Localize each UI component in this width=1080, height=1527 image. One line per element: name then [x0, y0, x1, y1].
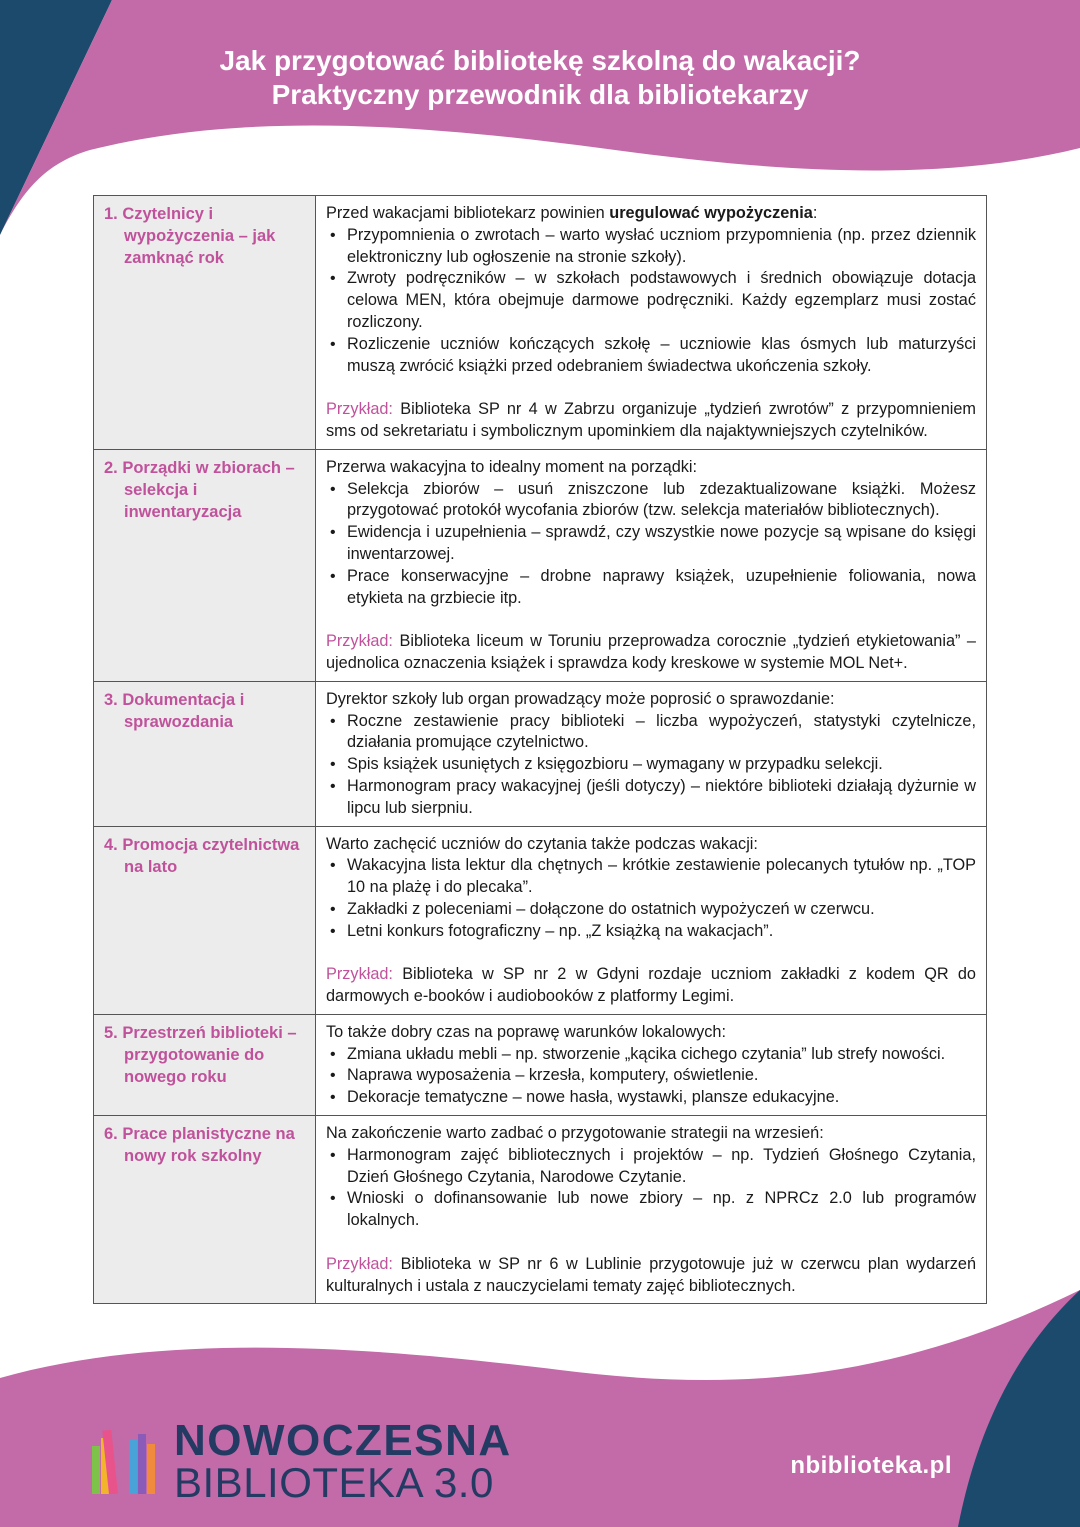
list-item: • Wakacyjna lista lektur dla chętnych – krótkie zestawienie polecanych tytułów np. „TOP 10 na plażę i do plecaka”.: [326, 855, 976, 899]
table-row: [94, 826, 987, 1014]
section-label: 2. Porządki w zbiorach – selekcja i inwentaryzacja: [104, 458, 295, 521]
list-item: • Przypomnienia o zwrotach – warto wysłać uczniom przypomnienia (np. przez dziennik elektroniczny lub ogłoszenie na stronie szkoły).: [326, 225, 976, 269]
section-intro: Przerwa wakacyjna to idealny moment na porządki:: [326, 457, 698, 476]
list-item: • Zakładki z poleceniami – dołączone do ostatnich wypożyczeń w czerwcu.: [326, 899, 976, 921]
section-label-cell: [94, 1116, 316, 1304]
brand-logo: [92, 1416, 512, 1506]
table-row: [94, 196, 987, 450]
intro-bold-text: uregulować wypożyczenia: [609, 204, 813, 222]
example-paragraph: [326, 631, 976, 675]
list-item: • Naprawa wyposażenia – krzesła, komputery, oświetlenie.: [326, 1065, 976, 1087]
list-item: • Prace konserwacyjne – drobne naprawy książek, uzupełnienie foliowania, nowa etykieta na grzbiecie itp.: [326, 566, 976, 610]
section-intro: [326, 203, 976, 225]
table-row: [94, 1014, 987, 1115]
example-paragraph: [326, 1254, 976, 1298]
list-item: • Zmiana układu mebli – np. stworzenie „kącika cichego czytania” lub strefy nowości.: [326, 1044, 976, 1066]
section-intro: To także dobry czas na poprawę warunków lokalowych:: [326, 1022, 726, 1041]
list-item: • Rozliczenie uczniów kończących szkołę – uczniowie klas ósmych lub maturzyści muszą zwrócić książki przed odebraniem świadectwa ukończenia szkoły.: [326, 334, 976, 378]
section-content-cell: [316, 681, 987, 826]
logo-line-1: NOWOCZESNA: [174, 1416, 512, 1465]
section-label-cell: [94, 449, 316, 681]
example-label: Przykład:: [326, 1254, 393, 1273]
section-label: 4. Promocja czytelnictwa na lato: [104, 835, 300, 876]
section-list: [326, 711, 976, 820]
title-line-2: Praktyczny przewodnik dla bibliotekarzy: [271, 79, 809, 110]
example-label: Przykład:: [326, 632, 393, 651]
title-line-1: Jak przygotować bibliotekę szkolną do wakacji?: [219, 45, 861, 76]
list-item: • Harmonogram zajęć bibliotecznych i projektów – np. Tydzień Głośnego Czytania, Dzień Głośnego Czytania, Narodowe Czytanie.: [326, 1145, 976, 1189]
list-item: • Wnioski o dofinansowanie lub nowe zbiory – np. z NPRCz 2.0 lub programów lokalnych.: [326, 1188, 976, 1232]
section-label: 1. Czytelnicy i wypożyczenia – jak zamknąć rok: [104, 205, 276, 267]
section-list: [326, 855, 976, 942]
intro-suffix: :: [812, 204, 818, 222]
example-label: Przykład:: [326, 965, 393, 984]
list-item: • Spis książek usuniętych z księgozbioru – wymagany w przypadku selekcji.: [326, 754, 976, 776]
website-url: nbiblioteka.pl: [790, 1452, 952, 1479]
section-list: [326, 1044, 976, 1109]
list-item: • Ewidencja i uzupełnienia – sprawdź, czy wszystkie nowe pozycje są wpisane do księgi inwentarzowej.: [326, 522, 976, 566]
section-intro: Na zakończenie warto zadbać o przygotowanie strategii na wrzesień:: [326, 1124, 824, 1143]
list-item: • Zwroty podręczników – w szkołach podstawowych i średnich obowiązuje dotacja celowa MEN, która obejmuje darmowe podręczniki. Każdy egzemplarz musi zostać rozliczony.: [326, 268, 976, 333]
example-paragraph: [326, 399, 976, 443]
section-content-cell: [316, 1116, 987, 1304]
intro-text: Przed wakacjami bibliotekarz powinien: [326, 204, 610, 222]
section-label: 6. Prace planistyczne na nowy rok szkolny: [104, 1125, 295, 1166]
section-intro: Dyrektor szkoły lub organ prowadzący może poprosić o sprawozdanie:: [326, 689, 835, 708]
section-label-cell: [94, 681, 316, 826]
example-text: Biblioteka SP nr 4 w Zabrzu organizuje „tydzień zwrotów” z przypomnieniem sms od sekretariatu i symbolicznym upominkiem dla najaktywniejszych czytelników.: [326, 400, 976, 440]
list-item: • Roczne zestawienie pracy biblioteki – liczba wypożyczeń, statystyki czytelnicze, działania promujące czytelnictwo.: [326, 711, 976, 755]
example-text: Biblioteka liceum w Toruniu przeprowadza corocznie „tydzień etykietowania” – ujednolica oznaczenia książek i sprawdza kody kreskowe w systemie MOL Net+.: [326, 632, 976, 672]
section-intro: Warto zachęcić uczniów do czytania także podczas wakacji:: [326, 834, 758, 853]
example-paragraph: [326, 964, 976, 1008]
section-list: [326, 225, 976, 378]
section-label: 5. Przestrzeń biblioteki – przygotowanie do nowego roku: [104, 1023, 297, 1086]
section-label-cell: [94, 1014, 316, 1115]
section-content-cell: [316, 826, 987, 1014]
logo-line-2: BIBLIOTEKA 3.0: [174, 1459, 494, 1506]
example-text: Biblioteka w SP nr 2 w Gdyni rozdaje uczniom zakładki z kodem QR do darmowych e-booków i audiobooków z platformy Legimi.: [326, 965, 976, 1006]
table-row: [94, 449, 987, 681]
list-item: • Selekcja zbiorów – usuń zniszczone lub zdezaktualizowane książki. Możesz przygotować protokół wycofania zbiorów (tzw. selekcja materiałów bibliotecznych).: [326, 479, 976, 523]
table-row: [94, 1116, 987, 1304]
page-title: [0, 44, 1080, 112]
list-item: • Letni konkurs fotograficzny – np. „Z książką na wakacjach”.: [326, 921, 976, 943]
list-item: • Harmonogram pracy wakacyjnej (jeśli dotyczy) – niektóre biblioteki działają dyżurnie w lipcu lub sierpniu.: [326, 776, 976, 820]
section-content-cell: [316, 449, 987, 681]
example-label: Przykład:: [326, 400, 393, 419]
books-logo-icon: [92, 1430, 164, 1494]
section-label-cell: [94, 826, 316, 1014]
example-text: Biblioteka w SP nr 6 w Lublinie przygotowuje już w czerwcu plan wydarzeń kulturalnych i ustala z nauczycielami tematy zajęć bibliotecznych.: [326, 1254, 976, 1295]
guide-table: [93, 195, 987, 1304]
section-content-cell: [316, 1014, 987, 1115]
section-list: [326, 479, 976, 610]
section-list: [326, 1145, 976, 1232]
list-item: • Dekoracje tematyczne – nowe hasła, wystawki, plansze edukacyjne.: [326, 1087, 976, 1109]
table-row: [94, 681, 987, 826]
section-label: 3. Dokumentacja i sprawozdania: [104, 690, 245, 731]
section-label-cell: [94, 196, 316, 450]
section-content-cell: [316, 196, 987, 450]
